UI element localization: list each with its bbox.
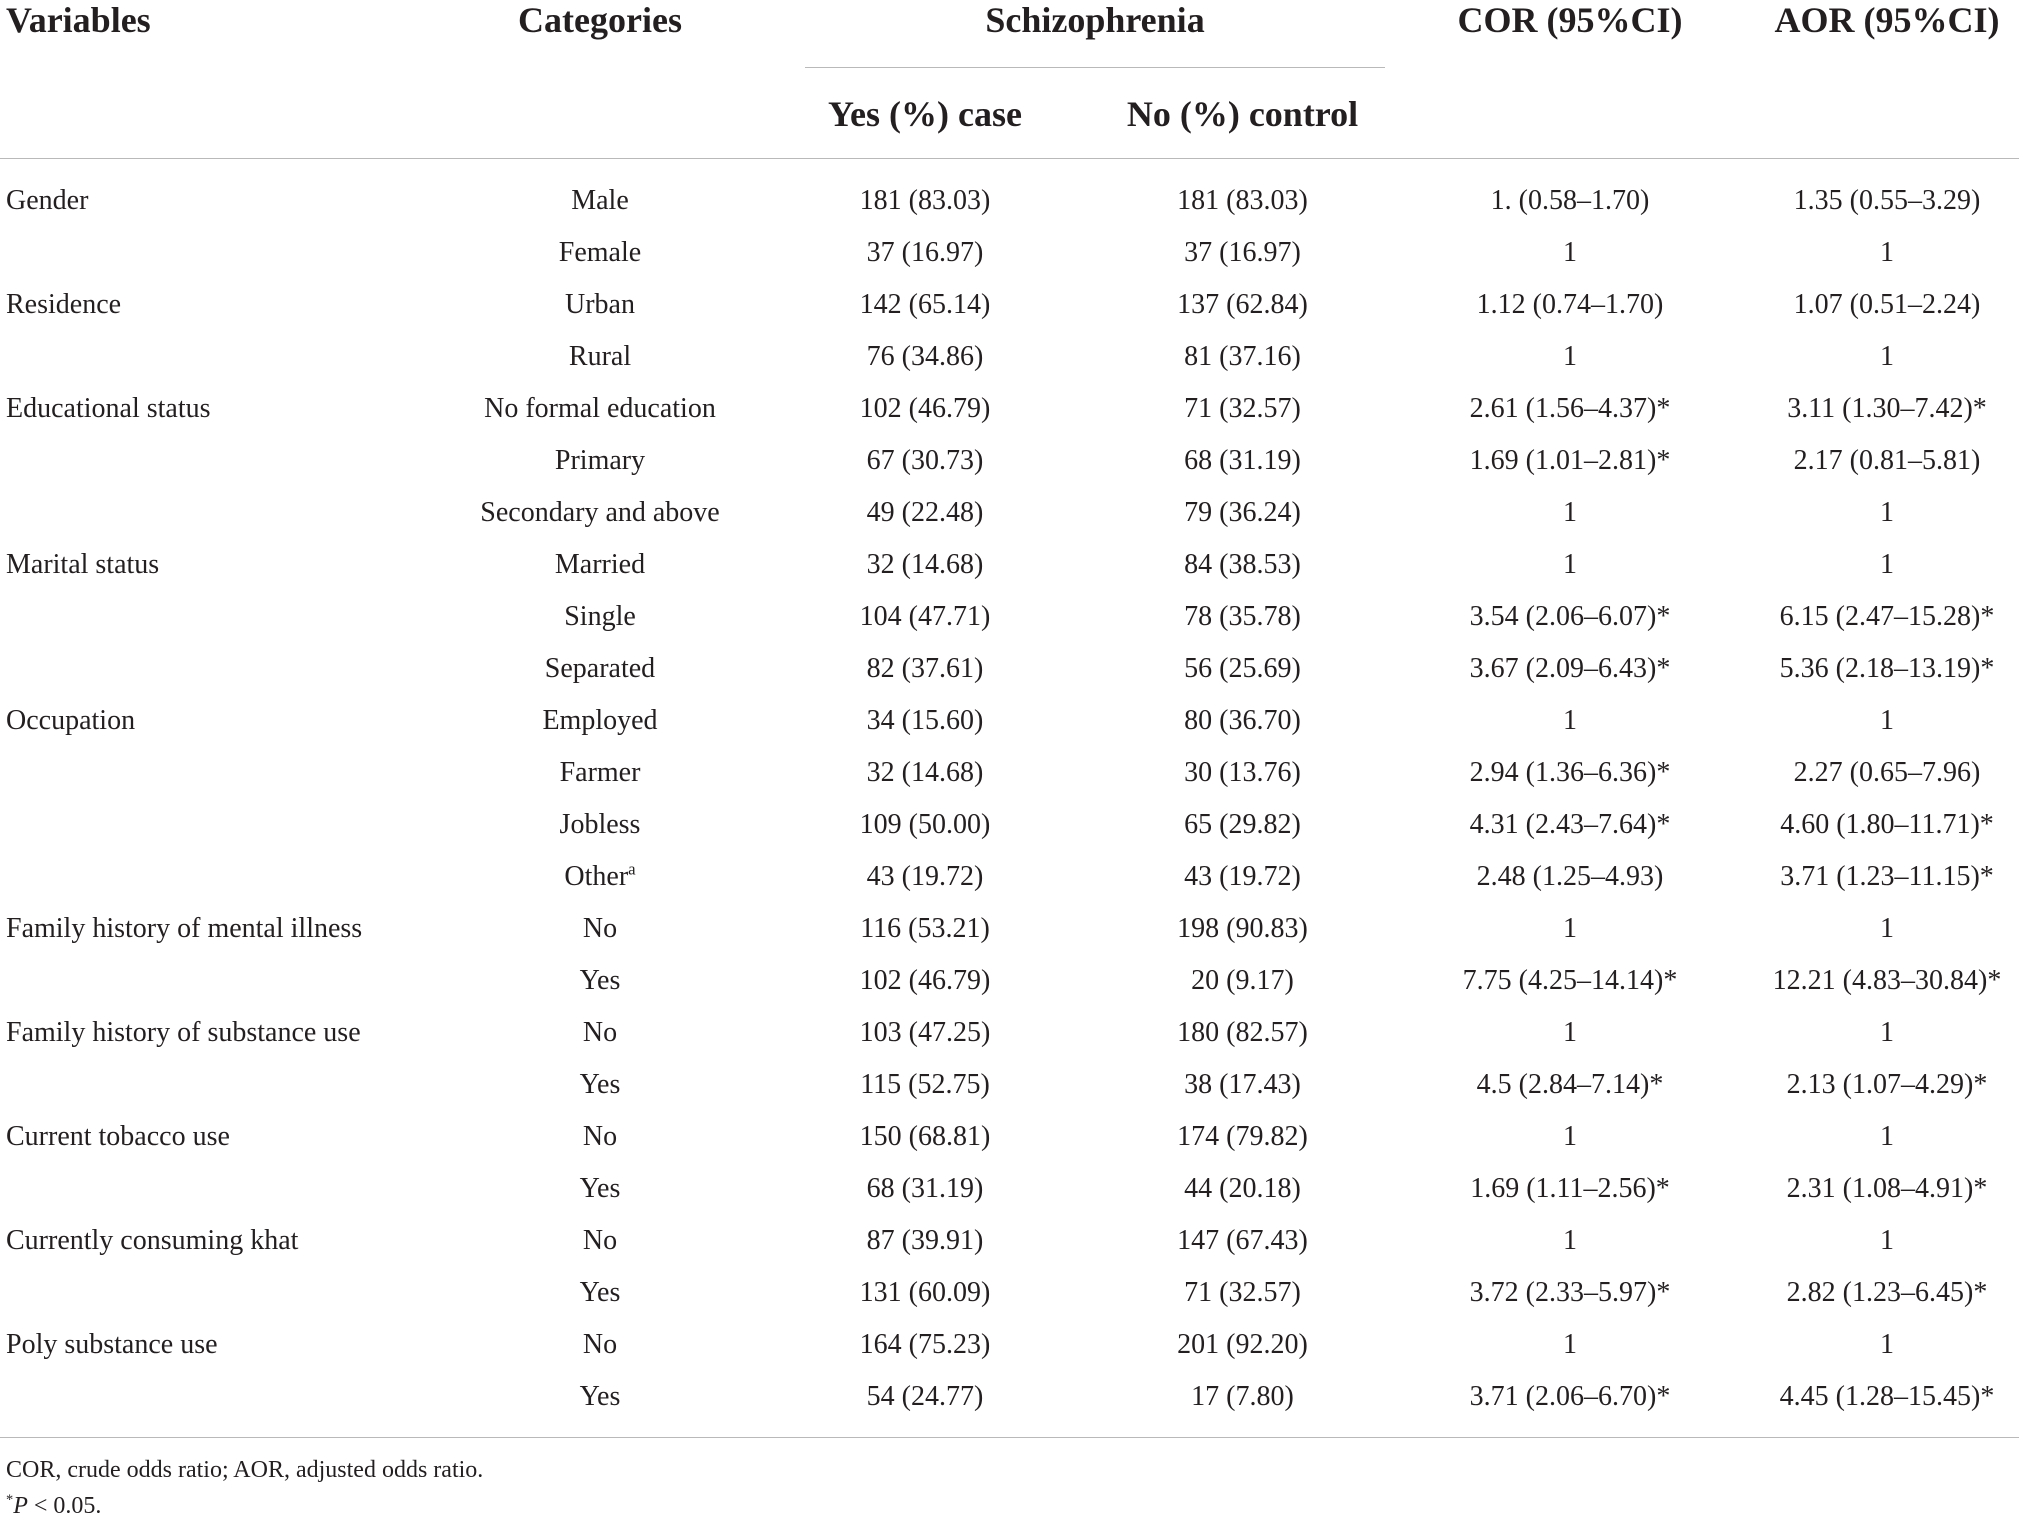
control-count-cell: 71 (32.57)	[1184, 1277, 1301, 1308]
category-cell: Secondary and above	[480, 497, 720, 528]
case-count-cell: 87 (39.91)	[866, 1225, 984, 1256]
footnote-sig-mark: *	[6, 1492, 14, 1508]
header-bottom-rule	[0, 158, 2019, 159]
cor-cell: 1. (0.58–1.70)	[1490, 185, 1650, 216]
category-cell: No	[582, 1121, 618, 1152]
variable-cell: Current tobacco use	[6, 1121, 230, 1152]
aor-cell: 1	[1880, 497, 1894, 528]
category-cell: No	[582, 1329, 618, 1360]
category-footnote-mark: a	[628, 859, 636, 879]
aor-cell: 1	[1880, 1017, 1894, 1048]
cor-cell: 1	[1563, 341, 1577, 372]
control-count-cell: 38 (17.43)	[1184, 1069, 1301, 1100]
table-row	[0, 487, 2019, 539]
variable-cell: Family history of mental illness	[6, 913, 363, 944]
table-body	[0, 175, 2019, 1423]
variable-cell: Educational status	[6, 393, 211, 424]
cor-cell: 1	[1563, 913, 1577, 944]
category-cell: Farmer	[559, 757, 641, 788]
aor-cell: 2.31 (1.08–4.91)*	[1786, 1173, 1988, 1204]
category-cell: Married	[554, 549, 646, 580]
category-cell: Female	[558, 237, 642, 268]
table-row	[0, 1007, 2019, 1059]
aor-cell: 1	[1880, 913, 1894, 944]
aor-cell: 1	[1880, 1329, 1894, 1360]
table-row	[0, 331, 2019, 383]
aor-cell: 2.13 (1.07–4.29)*	[1786, 1069, 1988, 1100]
cor-cell: 1	[1563, 1329, 1577, 1360]
case-count-cell: 131 (60.09)	[859, 1277, 991, 1308]
cor-cell: 1.12 (0.74–1.70)	[1476, 289, 1664, 320]
cor-cell: 1.69 (1.11–2.56)*	[1470, 1173, 1670, 1204]
control-count-cell: 81 (37.16)	[1184, 341, 1301, 372]
category-cell: Primary	[554, 445, 646, 476]
category-cell: Single	[564, 601, 636, 632]
category-cell: Yes	[579, 965, 621, 996]
table-row	[0, 1111, 2019, 1163]
table-row	[0, 175, 2019, 227]
table-row	[0, 1163, 2019, 1215]
table-row	[0, 851, 2019, 903]
control-count-cell: 30 (13.76)	[1184, 757, 1301, 788]
table-bottom-rule	[0, 1437, 2019, 1438]
case-count-cell: 54 (24.77)	[866, 1381, 984, 1412]
footnote-p-symbol: P	[13, 1493, 28, 1519]
case-count-cell: 164 (75.23)	[859, 1329, 991, 1360]
case-count-cell: 181 (83.03)	[859, 185, 991, 216]
table-row	[0, 1215, 2019, 1267]
category-cell: No formal education	[484, 393, 716, 424]
control-count-cell: 174 (79.82)	[1177, 1121, 1308, 1152]
cor-cell: 3.71 (2.06–6.70)*	[1469, 1381, 1671, 1412]
cor-cell: 3.67 (2.09–6.43)*	[1469, 653, 1671, 684]
control-count-cell: 147 (67.43)	[1177, 1225, 1308, 1256]
control-count-cell: 181 (83.03)	[1177, 185, 1308, 216]
control-count-cell: 79 (36.24)	[1184, 497, 1301, 528]
case-count-cell: 68 (31.19)	[866, 1173, 984, 1204]
variable-cell: Marital status	[6, 549, 160, 580]
table-row	[0, 799, 2019, 851]
control-count-cell: 201 (92.20)	[1177, 1329, 1308, 1360]
cor-cell: 1	[1563, 497, 1577, 528]
table-row	[0, 539, 2019, 591]
table-row	[0, 1319, 2019, 1371]
cor-cell: 2.94 (1.36–6.36)*	[1469, 757, 1671, 788]
case-count-cell: 34 (15.60)	[866, 705, 984, 736]
header-variables: Variables	[6, 0, 151, 40]
variable-cell: Residence	[6, 289, 122, 320]
category-cell: Employed	[542, 705, 658, 736]
table-row	[0, 591, 2019, 643]
table-row	[0, 435, 2019, 487]
table-row	[0, 747, 2019, 799]
footnote-abbreviations: COR, crude odds ratio; AOR, adjusted odds ratio.	[6, 1457, 484, 1483]
aor-cell: 2.82 (1.23–6.45)*	[1786, 1277, 1988, 1308]
control-count-cell: 71 (32.57)	[1184, 393, 1301, 424]
control-count-cell: 17 (7.80)	[1191, 1381, 1294, 1412]
control-count-cell: 80 (36.70)	[1184, 705, 1301, 736]
aor-cell: 3.11 (1.30–7.42)*	[1787, 393, 1987, 424]
table-row	[0, 227, 2019, 279]
footnote-p-threshold: < 0.05.	[27, 1493, 102, 1519]
case-count-cell: 115 (52.75)	[860, 1069, 990, 1100]
table-row	[0, 903, 2019, 955]
aor-cell: 1	[1880, 237, 1894, 268]
cor-cell: 1	[1563, 1225, 1577, 1256]
table-row	[0, 695, 2019, 747]
header-no-control: No (%) control	[1126, 94, 1359, 134]
schizophrenia-subheader-rule	[805, 67, 1385, 68]
aor-cell: 1	[1880, 1225, 1894, 1256]
aor-cell: 1	[1880, 549, 1894, 580]
category-cell: Male	[571, 185, 629, 216]
variable-cell: Currently consuming khat	[6, 1225, 299, 1256]
variable-cell: Occupation	[6, 705, 136, 736]
category-cell: Yes	[579, 1381, 621, 1412]
table-row	[0, 383, 2019, 435]
control-count-cell: 180 (82.57)	[1177, 1017, 1308, 1048]
table-row	[0, 1267, 2019, 1319]
variable-cell: Poly substance use	[6, 1329, 218, 1360]
header-cor: COR (95%CI)	[1457, 0, 1683, 40]
case-count-cell: 32 (14.68)	[866, 549, 984, 580]
control-count-cell: 20 (9.17)	[1191, 965, 1294, 996]
aor-cell: 3.71 (1.23–11.15)*	[1780, 861, 1994, 892]
control-count-cell: 37 (16.97)	[1184, 237, 1301, 268]
case-count-cell: 32 (14.68)	[866, 757, 984, 788]
variable-cell: Gender	[6, 185, 89, 216]
category-cell: Yes	[579, 1277, 621, 1308]
case-count-cell: 49 (22.48)	[866, 497, 984, 528]
aor-cell: 4.60 (1.80–11.71)*	[1780, 809, 1994, 840]
case-count-cell: 37 (16.97)	[866, 237, 984, 268]
aor-cell: 1	[1880, 341, 1894, 372]
case-count-cell: 109 (50.00)	[859, 809, 991, 840]
aor-cell: 2.17 (0.81–5.81)	[1793, 445, 1981, 476]
cor-cell: 7.75 (4.25–14.14)*	[1462, 965, 1678, 996]
category-cell: No	[582, 913, 618, 944]
cor-cell: 1	[1563, 237, 1577, 268]
category-cell: No	[582, 1225, 618, 1256]
case-count-cell: 104 (47.71)	[859, 601, 991, 632]
control-count-cell: 68 (31.19)	[1184, 445, 1301, 476]
cor-cell: 2.61 (1.56–4.37)*	[1469, 393, 1671, 424]
control-count-cell: 198 (90.83)	[1177, 913, 1308, 944]
header-aor: AOR (95%CI)	[1774, 0, 2000, 40]
category-label: Other	[564, 861, 629, 892]
control-count-cell: 65 (29.82)	[1184, 809, 1301, 840]
cor-cell: 1	[1563, 549, 1577, 580]
category-cell: Yes	[579, 1069, 621, 1100]
cor-cell: 1	[1563, 1121, 1577, 1152]
aor-cell: 6.15 (2.47–15.28)*	[1779, 601, 1995, 632]
category-cell: Rural	[568, 341, 632, 372]
table-row	[0, 643, 2019, 695]
table-row	[0, 955, 2019, 1007]
cor-cell: 1.69 (1.01–2.81)*	[1469, 445, 1671, 476]
case-count-cell: 150 (68.81)	[859, 1121, 991, 1152]
case-count-cell: 67 (30.73)	[866, 445, 984, 476]
category-cell: Jobless	[559, 809, 641, 840]
case-count-cell: 76 (34.86)	[866, 341, 984, 372]
aor-cell: 2.27 (0.65–7.96)	[1793, 757, 1981, 788]
table-row	[0, 279, 2019, 331]
cor-cell: 1	[1563, 705, 1577, 736]
cor-cell: 3.54 (2.06–6.07)*	[1469, 601, 1671, 632]
aor-cell: 1.07 (0.51–2.24)	[1793, 289, 1981, 320]
case-count-cell: 102 (46.79)	[859, 965, 991, 996]
category-cell: Separated	[544, 653, 656, 684]
cor-cell: 1	[1563, 1017, 1577, 1048]
aor-cell: 1	[1880, 705, 1894, 736]
aor-cell: 5.36 (2.18–13.19)*	[1779, 653, 1995, 684]
footnote-significance	[6, 1490, 101, 1522]
control-count-cell: 44 (20.18)	[1184, 1173, 1301, 1204]
header-categories: Categories	[518, 0, 682, 40]
category-cell: Yes	[579, 1173, 621, 1204]
case-count-cell: 102 (46.79)	[859, 393, 991, 424]
case-count-cell: 82 (37.61)	[866, 653, 984, 684]
table-row	[0, 1371, 2019, 1423]
cor-cell: 3.72 (2.33–5.97)*	[1469, 1277, 1671, 1308]
control-count-cell: 56 (25.69)	[1184, 653, 1301, 684]
control-count-cell: 84 (38.53)	[1184, 549, 1301, 580]
case-count-cell: 142 (65.14)	[859, 289, 991, 320]
category-cell: Urban	[565, 289, 635, 320]
case-count-cell: 116 (53.21)	[860, 913, 990, 944]
case-count-cell: 43 (19.72)	[866, 861, 984, 892]
cor-cell: 4.31 (2.43–7.64)*	[1469, 809, 1671, 840]
header-yes-case: Yes (%) case	[828, 94, 1022, 134]
category-cell	[440, 851, 760, 903]
aor-cell: 4.45 (1.28–15.45)*	[1779, 1381, 1995, 1412]
control-count-cell: 137 (62.84)	[1177, 289, 1308, 320]
table-row	[0, 1059, 2019, 1111]
cor-cell: 4.5 (2.84–7.14)*	[1476, 1069, 1664, 1100]
category-cell: No	[582, 1017, 618, 1048]
control-count-cell: 78 (35.78)	[1184, 601, 1301, 632]
aor-cell: 12.21 (4.83–30.84)*	[1772, 965, 2002, 996]
control-count-cell: 43 (19.72)	[1184, 861, 1301, 892]
aor-cell: 1.35 (0.55–3.29)	[1793, 185, 1981, 216]
variable-cell: Family history of substance use	[6, 1017, 361, 1048]
aor-cell: 1	[1880, 1121, 1894, 1152]
case-count-cell: 103 (47.25)	[859, 1017, 991, 1048]
header-schizophrenia: Schizophrenia	[985, 0, 1205, 40]
cor-cell: 2.48 (1.25–4.93)	[1476, 861, 1664, 892]
